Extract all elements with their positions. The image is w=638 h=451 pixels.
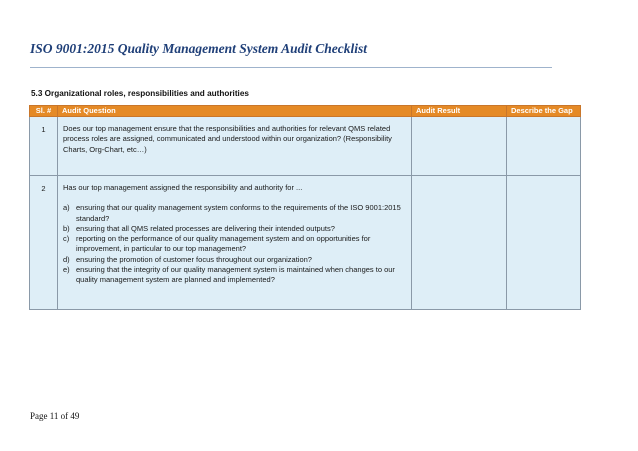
page-number: Page 11 of 49 [30,411,80,421]
list-item [63,265,407,286]
gap-description-cell[interactable] [507,117,581,176]
item-letter: e) [63,265,70,275]
item-letter: d) [63,254,70,264]
item-letter: a) [63,203,70,213]
row-number: 2 [30,176,58,310]
row-number: 1 [30,117,58,176]
question-sub-items [63,203,407,285]
table-row [30,117,581,176]
column-header-question: Audit Question [58,106,412,117]
table-row [30,176,581,310]
gap-description-cell[interactable] [507,176,581,310]
section-heading: 5.3 Organizational roles, responsibilities and authorities [31,89,249,98]
item-text: ensuring the promotion of customer focus throughout our organization? [76,254,312,264]
list-item [63,255,407,265]
column-header-sl: Sl. # [30,106,58,117]
audit-result-cell[interactable] [412,176,507,310]
list-item [63,234,407,255]
item-letter: b) [63,223,70,233]
question-intro: Has our top management assigned the responsibility and authority for ... [63,183,303,192]
audit-checklist-table [29,105,581,310]
audit-result-cell[interactable] [412,117,507,176]
item-text: ensuring that the integrity of our quality management system is maintained when changes to our quality management system are planned and implemented? [76,265,395,285]
item-text: reporting on the performance of our quality management system and on opportunities for improvement, in particular to our top management? [76,234,371,254]
audit-question: Does our top management ensure that the responsibilities and authorities for relevant QMS related process roles are assigned, communicated and understood within our organization? (Responsibility Charts, Org-Chart, etc…) [58,117,412,176]
item-text: ensuring that all QMS related processes are delivering their intended outputs? [76,223,335,233]
list-item [63,224,407,234]
item-letter: c) [63,234,70,244]
table-header-row [30,106,581,117]
document-title: ISO 9001:2015 Quality Management System Audit Checklist [30,41,368,56]
item-text: ensuring that our quality management system conforms to the requirements of the ISO 9001:2015 standard? [76,203,401,223]
audit-question [58,176,412,310]
list-item [63,203,407,224]
column-header-gap: Describe the Gap [507,106,581,117]
title-divider [30,67,552,68]
column-header-result: Audit Result [412,106,507,117]
